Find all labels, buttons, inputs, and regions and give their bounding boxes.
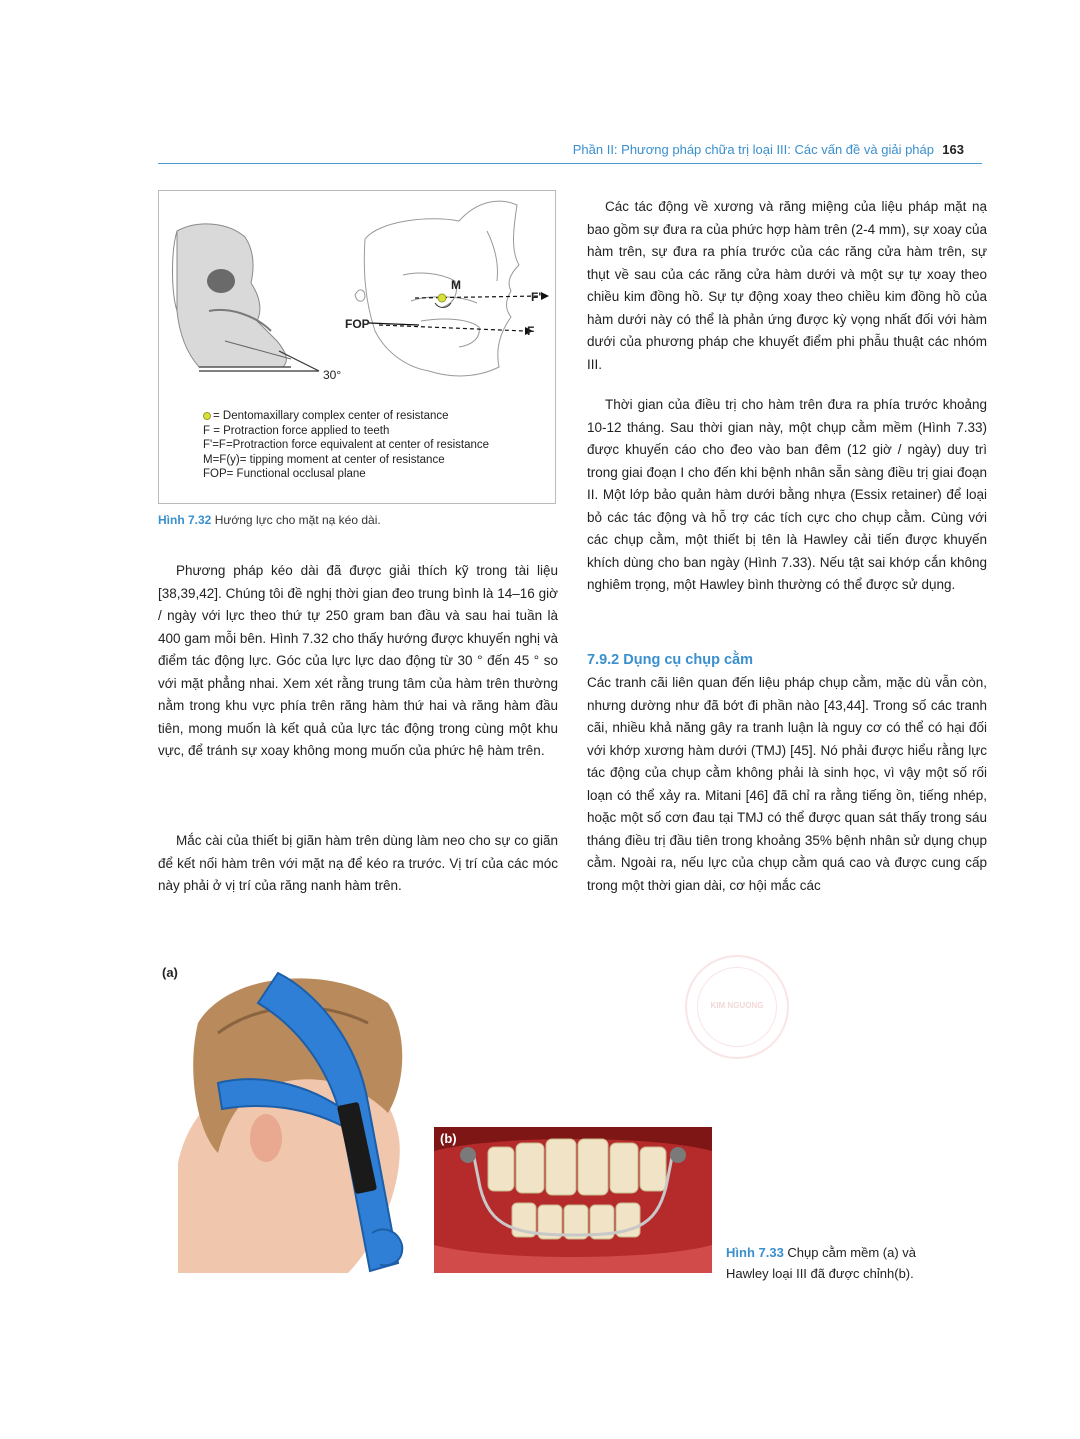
yellow-dot-icon	[203, 412, 211, 420]
legend-item: F'=F=Protraction force equivalent at center of resistance	[203, 439, 490, 451]
running-header	[158, 142, 982, 164]
section-heading: 7.9.2 Dụng cụ chụp cằm	[587, 652, 753, 668]
header-title: Phần II: Phương pháp chữa trị loại III: Các vấn đề và giải pháp	[572, 142, 934, 157]
label-m: M	[451, 278, 461, 292]
figure-7-33-caption: Hình 7.33 Chụp cằm mềm (a) và Hawley loại III đã được chỉnh(b).	[726, 1245, 916, 1281]
profile-outline	[355, 201, 519, 376]
center-of-resistance-dot	[438, 294, 446, 302]
right-paragraph-2: Thời gian của điều trị cho hàm trên đưa ra phía trước khoảng 10-12 tháng. Sau thời gian này, một chụp cằm mềm (Hình 7.33) được khuyến cáo cho đeo vào ban đêm (12 giờ / ngày) duy trì trong giai đoạn I cho đến khi bệnh nhân sẵn sàng điều trị giai đoạn II. Một lớp bảo quản hàm dưới bằng nhựa (Essix retainer) để loại bỏ các tác động và hỗ trợ các tích cực cho chụp cằm. Cùng với các chụp cằm, một thiết bị tên là Hawley cải tiến được khuyến khích dùng cho ban ngày (Hình 7.33). Nếu tật sai khớp cắn không nghiêm trọng, một Hawley bình thường có thể được sử dụng.	[587, 397, 987, 592]
legend-item: M=F(y)= tipping moment at center of resistance	[203, 453, 445, 466]
figure-7-32-caption: Hình 7.32 Hướng lực cho mặt nạ kéo dài.	[158, 513, 381, 527]
legend-item: F = Protraction force applied to teeth	[203, 424, 390, 437]
watermark-stamp: KIM NGUONG	[685, 955, 789, 1059]
left-paragraph-2: Mắc cài của thiết bị giãn hàm trên dùng làm neo cho sự co giãn để kết nối hàm trên với mặt nạ để kéo ra trước. Vị trí của các móc này phải ở vị trí của răng nanh hàm trên.	[158, 833, 558, 893]
label-fop: FOP	[345, 317, 370, 331]
photo-a-label: (a)	[162, 965, 178, 980]
figure-7-32	[158, 190, 556, 504]
fop-pointer	[369, 323, 419, 325]
left-paragraph-1: Phương pháp kéo dài đã được giải thích kỹ trong tài liệu [38,39,42]. Chúng tôi đề nghị thời gian đeo trung bình là 14–16 giờ / ngày với lực theo thứ tự 250 gram ban đầu và sau hai tuần là 400 gam mỗi bên. Hình 7.32 cho thấy hướng được khuyến nghị và điểm tác động lực. Góc của lực lực dao động từ 30 ° đến 45 ° so với mặt phẳng nhai. Xem xét rằng trung tâm của hàm trên thường nằm trong khu vực phía trên răng hàm thứ hai và răng hàm đầu tiên, mong muốn là kết quả của lực tác động trong cùng một khu vực, để tránh sự xoay không mong muốn của phức hệ hàm trên.	[158, 563, 558, 758]
label-f-prime: F'	[531, 290, 542, 304]
teeth-illustration	[434, 1127, 712, 1273]
angle-label: 30°	[323, 368, 342, 382]
right-paragraph-1: Các tác động về xương và răng miệng của liệu pháp mặt nạ bao gồm sự đưa ra của phức hợp hàm trên (2-4 mm), sự xoay của hàm trên, sự đưa ra phía trước của các răng cửa hàm trên, sự thụt về sau của các răng cửa hàm dưới và một sự tự xoay theo chiều kim đồng hồ. Sự tự động xoay theo chiều kim đồng hồ của hàm dưới này có thể là phản ứng được kỳ vọng nhất đối với hàm dưới của phương pháp che khuyết điểm phi phẫu thuật các nhóm III.	[587, 199, 987, 372]
photo-chin-cup	[158, 963, 420, 1273]
legend-item: = Dentomaxillary complex center of resistance	[203, 409, 489, 424]
right-paragraph-3: Các tranh cãi liên quan đến liệu pháp chụp cằm, mặc dù vẫn còn, nhưng dường như đã bớt đi phần nào [43,44]. Trong số các tranh cãi, nhiều khả năng gây ra tranh luận là nguy cơ có thể có hại đối với khớp xương hàm dưới (TMJ) [45]. Nó phải được hiểu rằng lực tác động của chụp cằm không phải là sinh học, vì vậy một số rối loạn có thể xảy ra. Mitani [46] đã chỉ ra rằng tiếng ồn, tiếng nhép, hoặc một số cơn đau tại TMJ có thể được quan sát thấy trong sáu tháng điều trị đầu tiên trong khoảng 35% bệnh nhân sử dụng chụp cằm. Ngoài ra, nếu lực của chụp cằm quá cao và được cung cấp trong một thời gian dài, cơ hội mắc các	[587, 675, 987, 893]
figure-legend	[203, 409, 489, 482]
skull-illustration	[173, 224, 320, 371]
legend-item: FOP= Functional occlusal plane	[203, 468, 366, 480]
photo-hawley-appliance	[434, 1127, 712, 1273]
photo-b-label: (b)	[440, 1131, 457, 1146]
page-number: 163	[942, 142, 964, 157]
label-f: F	[527, 324, 535, 338]
chin-cup-illustration	[158, 963, 420, 1273]
